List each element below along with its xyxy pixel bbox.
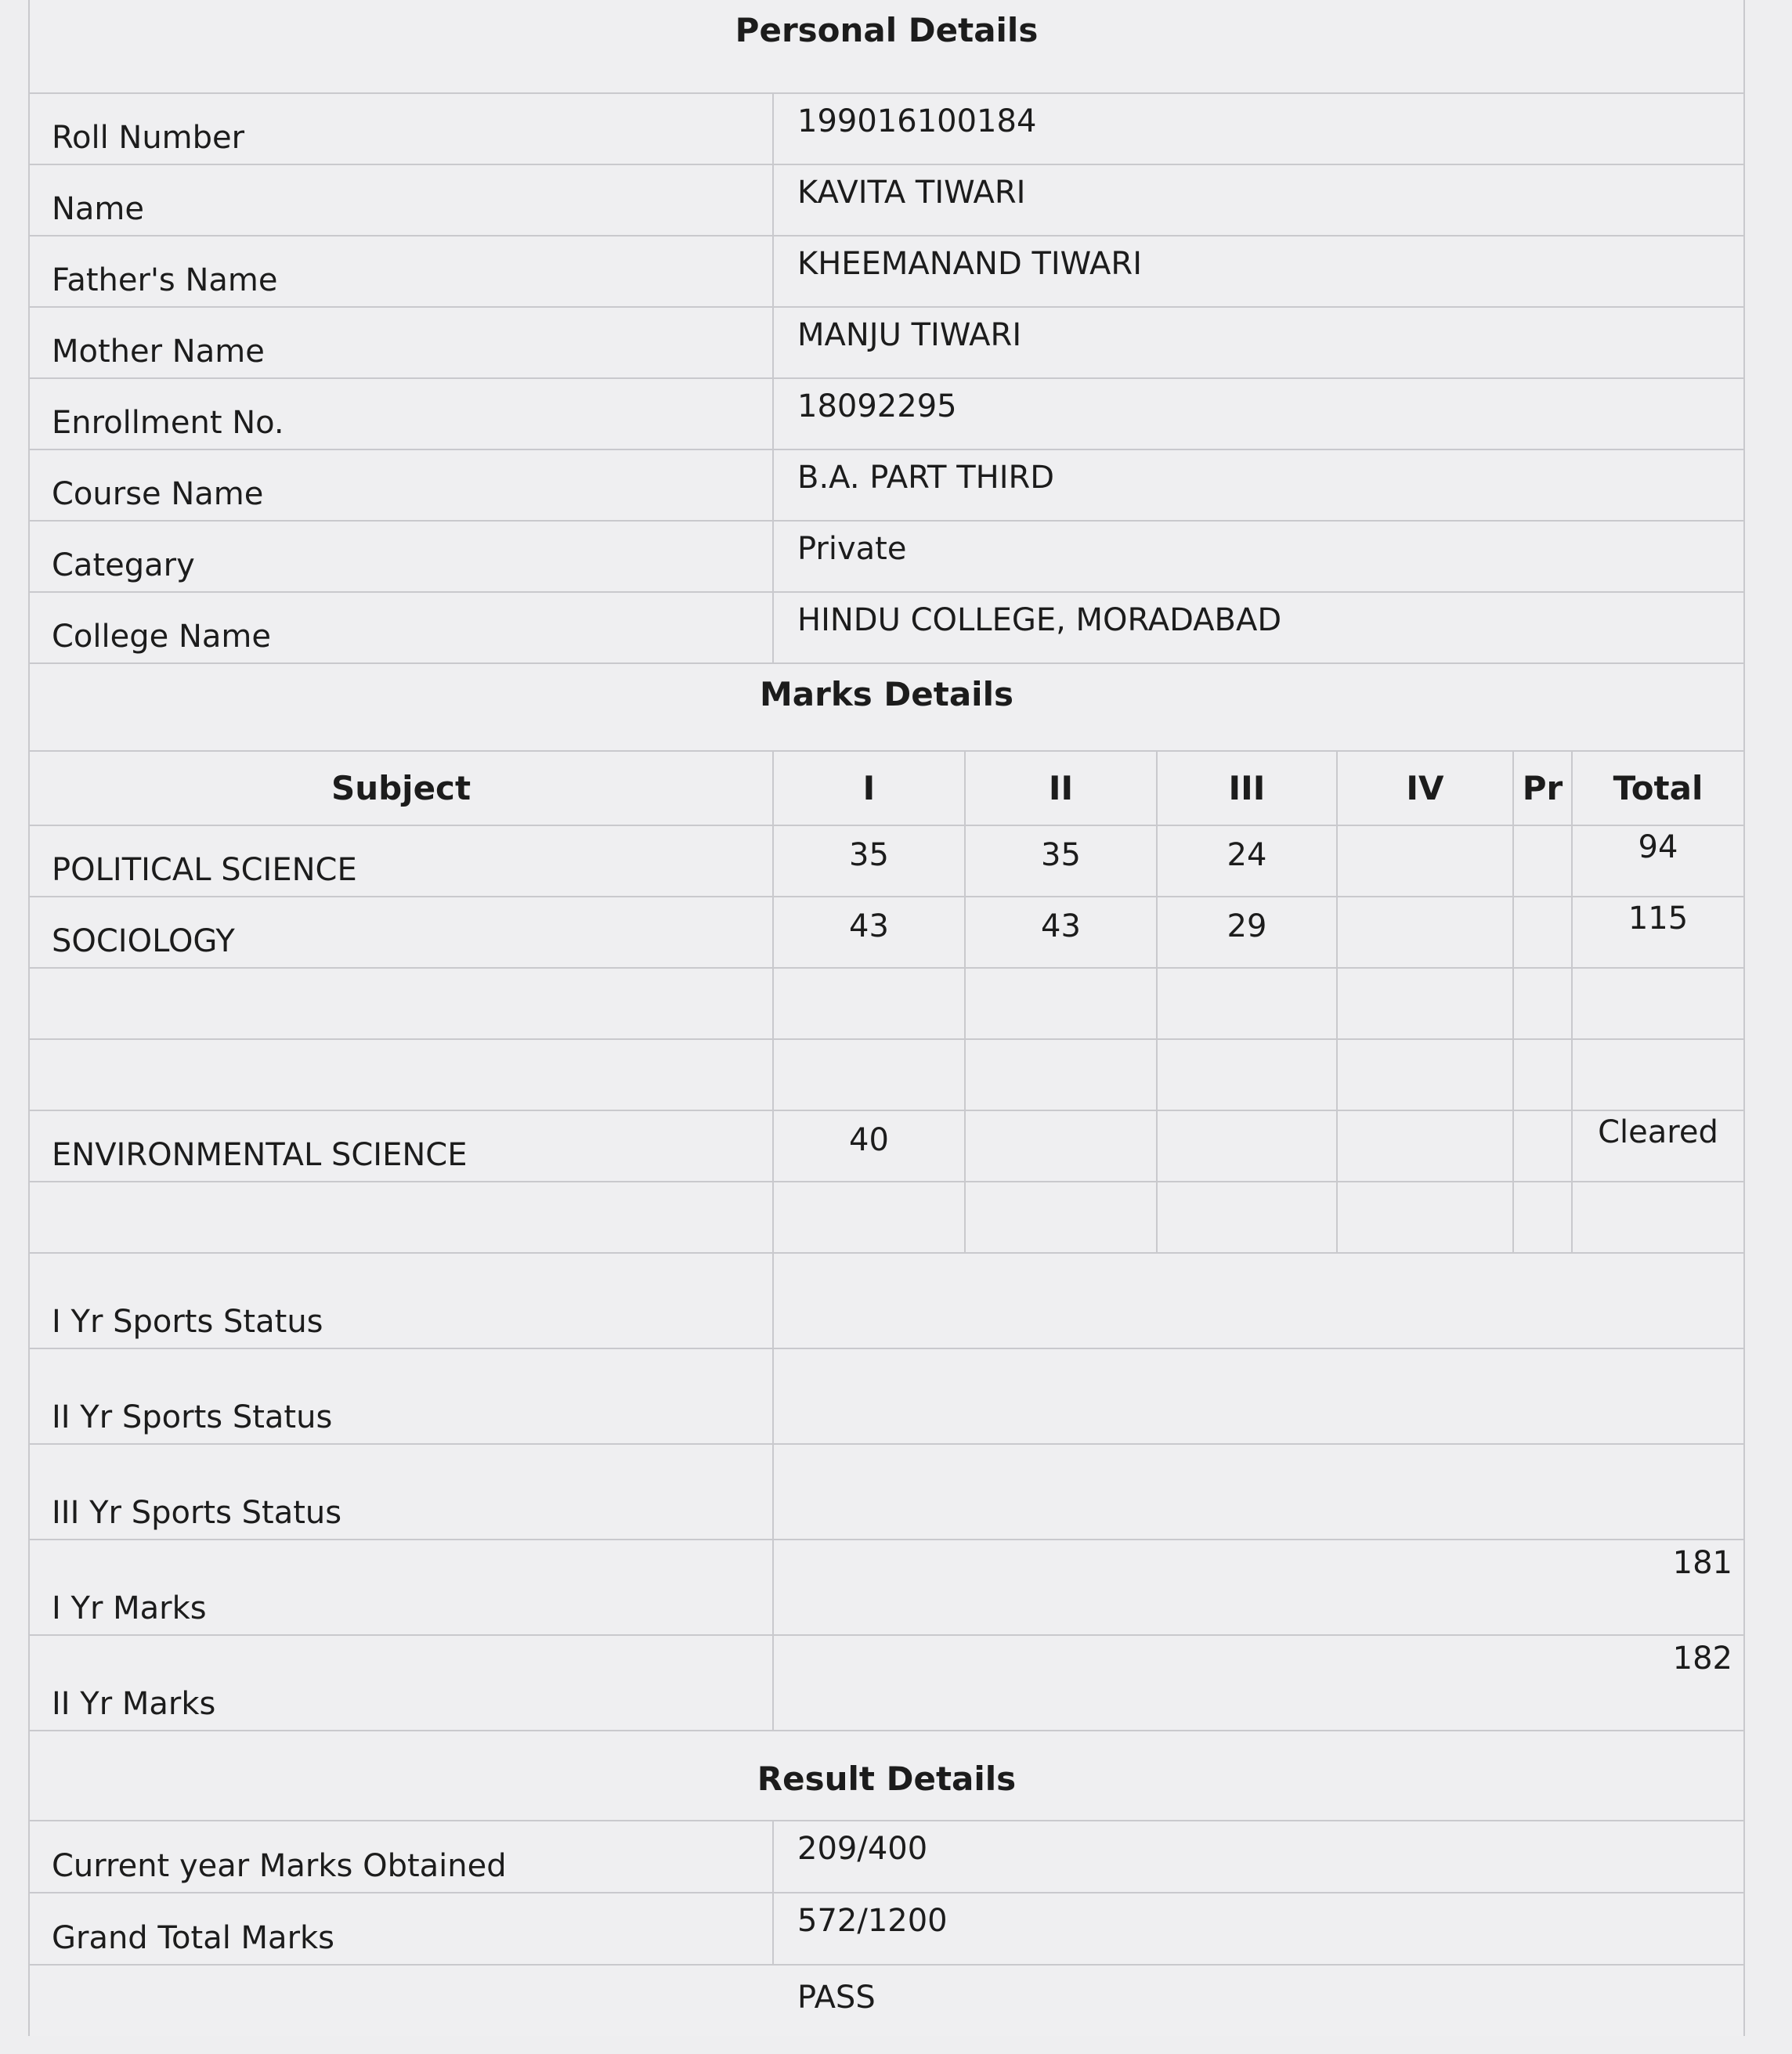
sports-status-year-2-row — [30, 1349, 1743, 1445]
paper-iii-cell — [1158, 969, 1338, 1038]
final-result-value: PASS — [797, 1980, 876, 2016]
paper-ii-cell — [966, 1040, 1158, 1110]
year-2-marks-row — [30, 1636, 1743, 1731]
paper-iv-header: IV — [1338, 752, 1514, 825]
personal-details-table — [30, 94, 1743, 664]
subject-cell: ENVIRONMENTAL SCIENCE — [30, 1111, 774, 1181]
sports-status-year-2-label: II Yr Sports Status — [30, 1349, 774, 1443]
table-row — [30, 1040, 1743, 1111]
status-table — [30, 1254, 1743, 1731]
subject-cell — [30, 1182, 774, 1252]
enrollment-label: Enrollment No. — [30, 379, 774, 449]
sports-status-year-1-value — [774, 1254, 1743, 1348]
paper-ii-header: II — [966, 752, 1158, 825]
father-name-row — [30, 236, 1743, 308]
paper-ii-cell — [966, 1182, 1158, 1252]
table-row — [30, 969, 1743, 1040]
table-row — [30, 897, 1743, 969]
subject-cell — [30, 969, 774, 1038]
practical-cell — [1514, 897, 1573, 967]
year-1-marks-label: I Yr Marks — [30, 1540, 774, 1634]
sports-status-year-3-row — [30, 1445, 1743, 1540]
sports-status-year-2-value — [774, 1349, 1743, 1443]
mother-name-row — [30, 308, 1743, 379]
course-value: B.A. PART THIRD — [797, 460, 1055, 496]
paper-iv-cell — [1338, 969, 1514, 1038]
category-label: Categary — [30, 522, 774, 591]
paper-iv-cell — [1338, 1040, 1514, 1110]
sports-status-year-1-label: I Yr Sports Status — [30, 1254, 774, 1348]
total-cell — [1573, 1182, 1743, 1252]
current-year-marks-label: Current year Marks Obtained — [30, 1821, 774, 1892]
paper-iv-cell — [1338, 1111, 1514, 1181]
paper-iv-cell — [1338, 826, 1514, 896]
paper-iii-cell — [1158, 1040, 1338, 1110]
total-cell — [1573, 969, 1743, 1038]
marks-table — [30, 752, 1743, 1254]
subject-cell: POLITICAL SCIENCE — [30, 826, 774, 896]
practical-cell — [1514, 1040, 1573, 1110]
paper-iii-cell — [1158, 1182, 1338, 1252]
practical-cell — [1514, 969, 1573, 1038]
grand-total-label: Grand Total Marks — [30, 1893, 774, 1964]
course-row — [30, 450, 1743, 522]
paper-i-cell — [774, 1182, 966, 1252]
category-value: Private — [797, 531, 907, 567]
paper-iii-cell: 29 — [1158, 897, 1338, 967]
current-year-marks-row — [30, 1821, 1743, 1893]
subject-header: Subject — [30, 752, 774, 825]
subject-cell — [30, 1040, 774, 1110]
year-2-marks-label: II Yr Marks — [30, 1636, 774, 1730]
paper-iv-cell — [1338, 1182, 1514, 1252]
sports-status-year-1-row — [30, 1254, 1743, 1349]
paper-iii-header: III — [1158, 752, 1338, 825]
paper-i-cell — [774, 1040, 966, 1110]
father-name-label: Father's Name — [30, 236, 774, 306]
roll-number-value: 199016100184 — [797, 103, 1037, 139]
current-year-marks-value: 209/400 — [797, 1831, 928, 1867]
year-2-marks-value: 182 — [1672, 1641, 1732, 1677]
college-label: College Name — [30, 593, 774, 662]
year-1-marks-value: 181 — [1672, 1545, 1732, 1581]
enrollment-row — [30, 379, 1743, 450]
paper-i-cell: 40 — [774, 1111, 966, 1181]
result-table — [30, 1821, 1743, 2036]
total-cell — [1573, 1040, 1743, 1110]
enrollment-value: 18092295 — [797, 388, 957, 424]
result-sheet — [28, 0, 1745, 2036]
paper-i-cell — [774, 969, 966, 1038]
marks-header-row — [30, 752, 1743, 826]
paper-i-cell: 35 — [774, 826, 966, 896]
name-row — [30, 165, 1743, 236]
table-row — [30, 826, 1743, 897]
result-details-title: Result Details — [30, 1731, 1743, 1821]
practical-cell — [1514, 1111, 1573, 1181]
total-header: Total — [1613, 769, 1703, 807]
roll-number-label: Roll Number — [30, 94, 774, 164]
subject-cell: SOCIOLOGY — [30, 897, 774, 967]
paper-iii-cell: 24 — [1158, 826, 1338, 896]
course-label: Course Name — [30, 450, 774, 520]
paper-ii-cell — [966, 1111, 1158, 1181]
total-cell: Cleared — [1598, 1114, 1718, 1150]
mother-name-value: MANJU TIWARI — [797, 317, 1022, 353]
paper-iv-cell — [1338, 897, 1514, 967]
name-label: Name — [30, 165, 774, 235]
mother-name-label: Mother Name — [30, 308, 774, 377]
practical-header: Pr — [1514, 752, 1573, 825]
table-row — [30, 1182, 1743, 1254]
college-row — [30, 593, 1743, 664]
roll-number-row — [30, 94, 1743, 165]
paper-ii-cell: 35 — [966, 826, 1158, 896]
paper-iii-cell — [1158, 1111, 1338, 1181]
practical-cell — [1514, 1182, 1573, 1252]
sports-status-year-3-label: III Yr Sports Status — [30, 1445, 774, 1539]
marks-details-title: Marks Details — [30, 664, 1743, 752]
paper-ii-cell — [966, 969, 1158, 1038]
paper-ii-cell: 43 — [966, 897, 1158, 967]
final-result-row — [30, 1966, 1743, 2036]
total-cell: 115 — [1628, 901, 1689, 937]
table-row — [30, 1111, 1743, 1182]
category-row — [30, 522, 1743, 593]
name-value: KAVITA TIWARI — [797, 175, 1026, 211]
sports-status-year-3-value — [774, 1445, 1743, 1539]
paper-i-cell: 43 — [774, 897, 966, 967]
year-1-marks-row — [30, 1540, 1743, 1636]
total-cell: 94 — [1638, 829, 1678, 865]
college-value: HINDU COLLEGE, MORADABAD — [797, 602, 1282, 638]
grand-total-value: 572/1200 — [797, 1903, 948, 1939]
personal-details-title: Personal Details — [30, 0, 1743, 94]
grand-total-row — [30, 1893, 1743, 1966]
practical-cell — [1514, 826, 1573, 896]
paper-i-header: I — [774, 752, 966, 825]
father-name-value: KHEEMANAND TIWARI — [797, 246, 1142, 282]
